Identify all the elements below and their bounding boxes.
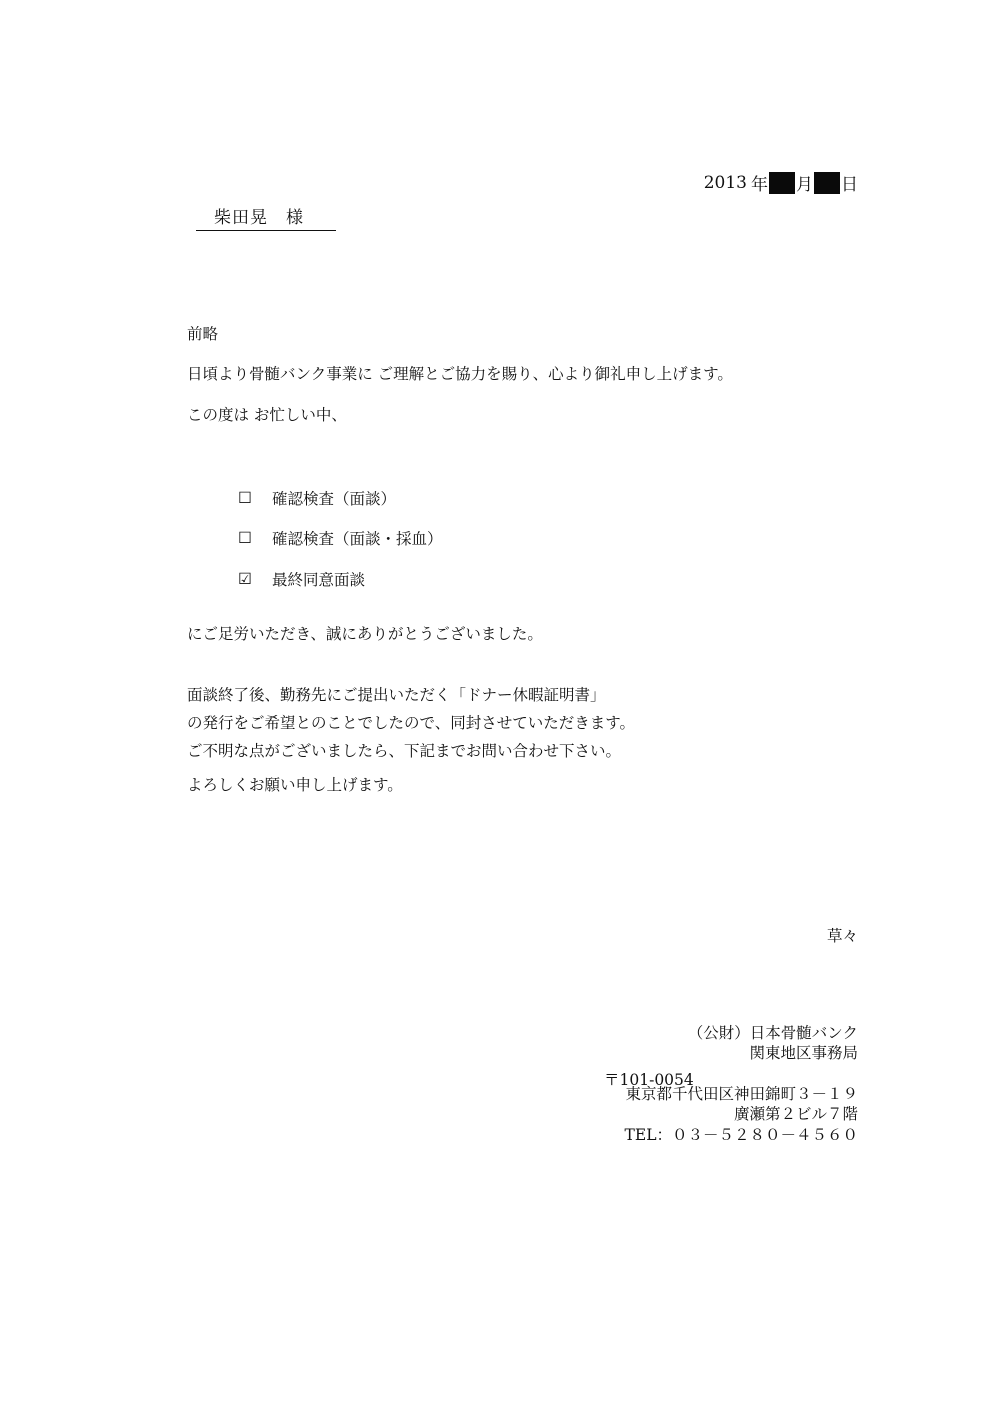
date-day-suffix: 日	[841, 175, 858, 195]
checklist-label: 最終同意面談	[272, 571, 366, 589]
redacted-day	[814, 172, 840, 194]
checked-checkbox-icon: ☑	[238, 570, 252, 588]
checkbox-icon: ☐	[238, 529, 252, 547]
opening-salutation: 前略	[187, 325, 219, 343]
sender-phone: TEL：０３－５２８０－４５６０	[624, 1126, 858, 1144]
date-year-suffix: 年	[751, 175, 768, 195]
redacted-month	[769, 172, 795, 194]
sender-postal-code: 〒101-0054	[604, 1071, 694, 1089]
paragraph-thanks: 日頃より骨髄バンク事業に ご理解とご協力を賜り、心より御礼申し上げます。	[187, 365, 733, 383]
paragraph-gratitude: にご足労いただき、誠にありがとうございました。	[187, 625, 543, 643]
recipient-name: 柴田晃 様	[196, 203, 336, 231]
checklist-label: 確認検査（面談）	[272, 490, 397, 508]
letter-date	[704, 170, 858, 195]
checklist-item	[238, 568, 365, 590]
date-month-suffix: 月	[796, 175, 813, 195]
paragraph-busy: この度は お忙しい中、	[187, 406, 347, 424]
checklist-item	[238, 527, 443, 549]
sender-office: 関東地区事務局	[749, 1044, 858, 1062]
sender-org: （公財）日本骨髄バンク	[687, 1024, 858, 1042]
checkbox-icon: ☐	[238, 489, 252, 507]
paragraph-line: 面談終了後、勤務先にご提出いただく「ドナー休暇証明書」	[187, 686, 606, 704]
paragraph-line: よろしくお願い申し上げます。	[187, 776, 403, 794]
checklist-label: 確認検査（面談・採血）	[272, 530, 443, 548]
sender-address-line1: 東京都千代田区神田錦町３－１９	[625, 1085, 858, 1103]
closing-word: 草々	[826, 927, 858, 945]
date-year: 2013	[703, 172, 747, 193]
paragraph-line: の発行をご希望とのことでしたので、同封させていただきます。	[187, 714, 635, 732]
paragraph-line: ご不明な点がございましたら、下記までお問い合わせ下さい。	[187, 742, 622, 760]
checklist-item	[238, 487, 396, 509]
sender-address-line2: 廣瀬第２ビル７階	[733, 1105, 858, 1123]
